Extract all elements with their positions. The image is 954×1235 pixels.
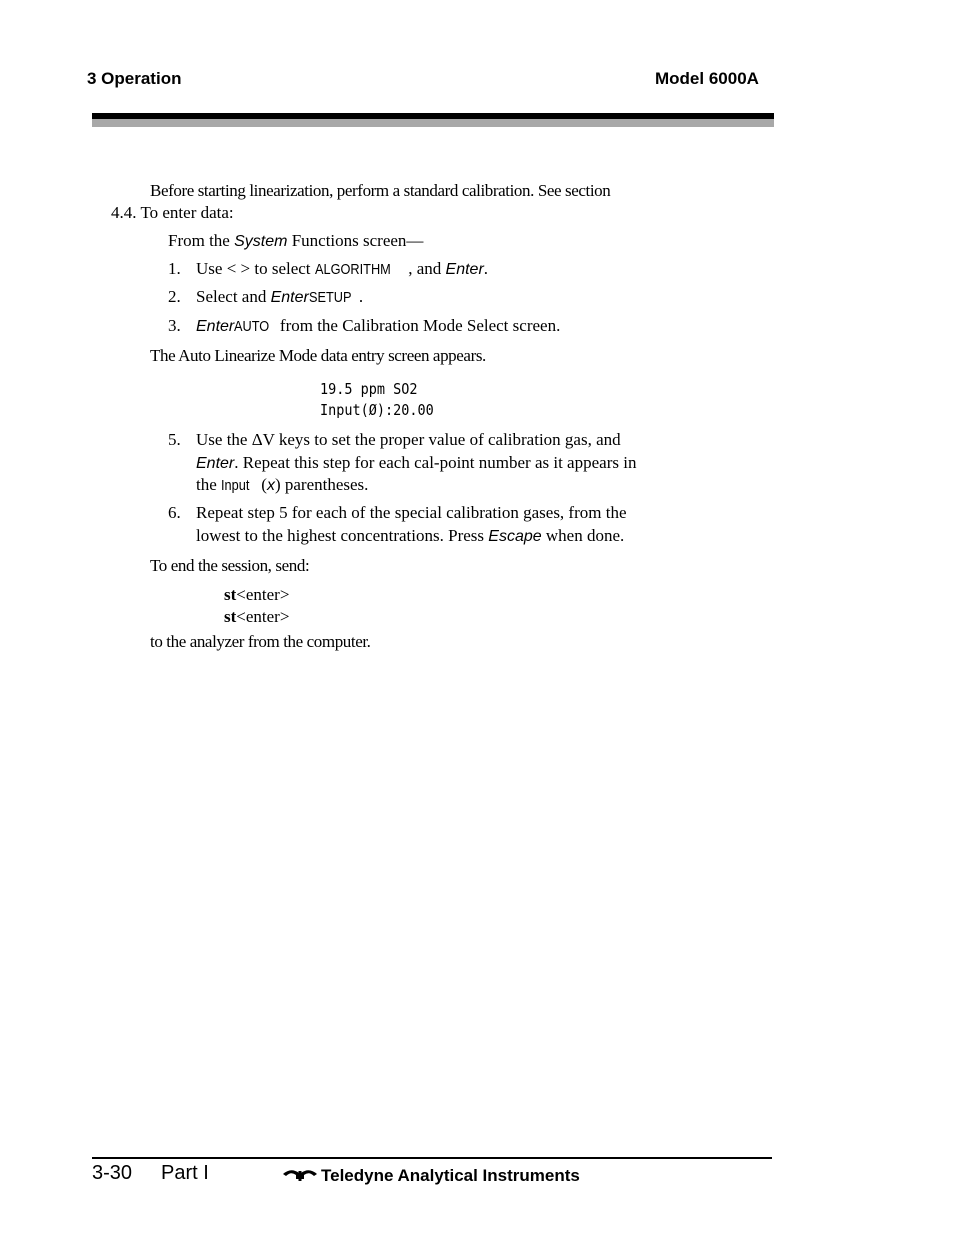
- escape-italic: Escape: [488, 528, 542, 545]
- step-6-text: Repeat step 5 for each of the special calibration gases, from the: [196, 503, 627, 522]
- step-2-text: Select and: [196, 287, 271, 306]
- step-5-post: parentheses.: [280, 475, 369, 494]
- step-5-pre: the: [196, 475, 222, 494]
- to-analyzer-line: to the analyzer from the computer.: [150, 632, 371, 651]
- command-line-1: [224, 584, 289, 606]
- from-system-line: [168, 230, 423, 253]
- command-bold: st: [224, 585, 237, 604]
- step-1: [168, 258, 488, 281]
- step-6-pre: lowest to the highest concentrations. Press: [196, 526, 489, 545]
- step-3-post: from the Calibration Mode Select screen.: [275, 316, 561, 335]
- x-italic: x: [266, 477, 275, 494]
- intro-line-2: 4.4. To enter data:: [111, 203, 234, 222]
- step-number: 1.: [168, 259, 181, 278]
- step-5-line-1: [168, 429, 621, 451]
- step-5-line-2: [196, 452, 636, 475]
- enter-italic: Enter: [270, 289, 309, 306]
- appears-line: The Auto Linearize Mode data entry screen appears.: [150, 346, 486, 365]
- part-label: Part I: [161, 1162, 209, 1184]
- system-italic: System: [234, 233, 288, 250]
- paren-open: (: [257, 475, 267, 494]
- paren-close: ): [274, 475, 281, 494]
- footer-rule: [92, 1157, 772, 1159]
- step-6-line-2: [196, 525, 624, 548]
- from-post: Functions screen—: [287, 231, 424, 250]
- step-1-mid: , and: [403, 259, 446, 278]
- algorithm-code: ALGORITHM: [314, 261, 391, 278]
- model-title: Model 6000A: [655, 69, 759, 88]
- intro-line-1: Before starting linearization, perform a standard calibration. See section: [150, 181, 611, 200]
- header-rule-shadow: [92, 119, 774, 127]
- step-1-text: Use < > to select: [196, 259, 315, 278]
- page-number: 3-30: [92, 1162, 133, 1184]
- step-5-text: Use the ΔV keys to set the proper value of calibration gas, and: [196, 430, 621, 449]
- command-bold: st: [224, 607, 237, 626]
- step-5-text-2: . Repeat this step for each cal-point number as it appears in: [234, 453, 637, 472]
- step-6-line-1: [168, 502, 627, 524]
- command-line-2: [224, 606, 289, 628]
- step-number: 2.: [168, 287, 181, 306]
- step-number: 3.: [168, 316, 181, 335]
- end-session-line: To end the session, send:: [150, 556, 310, 575]
- enter-italic: Enter: [196, 455, 235, 472]
- command-rest: <enter>: [236, 585, 290, 604]
- command-rest: <enter>: [236, 607, 290, 626]
- enter-italic: Enter: [445, 261, 484, 278]
- step-3: [168, 315, 560, 338]
- step-number: 5.: [168, 430, 181, 449]
- step-2-post: .: [358, 287, 364, 306]
- from-pre: From the: [168, 231, 235, 250]
- setup-code: SETUP: [308, 289, 352, 306]
- input-code: Input: [221, 477, 250, 494]
- auto-code: AUTO: [234, 318, 270, 335]
- teledyne-logo-icon: [282, 1166, 318, 1187]
- step-5-line-3: [196, 474, 368, 497]
- lcd-line-2: Input(Ø):20.00: [320, 401, 434, 419]
- step-6-post: when done.: [541, 526, 625, 545]
- step-1-post: .: [483, 259, 489, 278]
- enter-italic: Enter: [196, 318, 235, 335]
- company-name: Teledyne Analytical Instruments: [321, 1166, 580, 1185]
- lcd-line-1: 19.5 ppm SO2: [320, 380, 418, 398]
- section-title: 3 Operation: [87, 69, 182, 88]
- step-2: [168, 286, 363, 309]
- step-number: 6.: [168, 503, 181, 522]
